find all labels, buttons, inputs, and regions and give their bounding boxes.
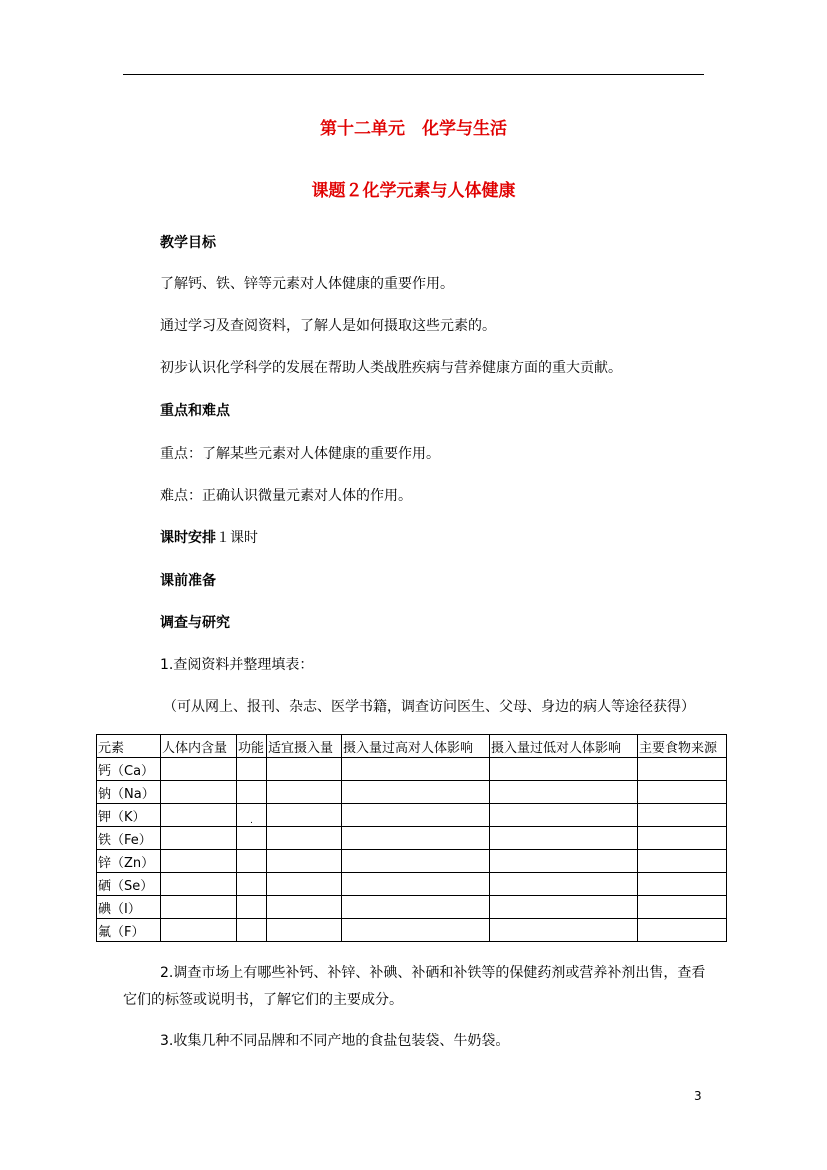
element-name-cell: 钙（Ca）: [97, 758, 161, 781]
table-header-cell: 人体内含量: [161, 735, 237, 758]
table-cell: [267, 850, 342, 873]
table-cell: [638, 827, 727, 850]
table-cell: [638, 781, 727, 804]
element-name-cell: 铁（Fe）: [97, 827, 161, 850]
table-cell: [237, 781, 267, 804]
table-cell: [490, 919, 638, 942]
table-cell: [237, 896, 267, 919]
table-cell: [161, 896, 237, 919]
objective-1: 了解钙、铁、锌等元素对人体健康的重要作用。: [160, 276, 454, 292]
table-cell: [267, 758, 342, 781]
step-1-note: （可从网上、报刊、杂志、医学书籍，调查访问医生、父母、身边的病人等途径获得）: [163, 699, 695, 715]
table-cell: [342, 850, 490, 873]
table-cell: [237, 873, 267, 896]
table-header-cell: 摄入量过高对人体影响: [342, 735, 490, 758]
table-cell: [161, 758, 237, 781]
table-cell: [237, 850, 267, 873]
table-cell: .: [237, 804, 267, 827]
table-cell: [342, 919, 490, 942]
table-cell: [342, 781, 490, 804]
table-cell: [638, 896, 727, 919]
table-header-cell: 适宜摄入量: [267, 735, 342, 758]
table-cell: [161, 781, 237, 804]
table-cell: [267, 804, 342, 827]
lesson-title: 课题２化学元素与人体健康: [311, 181, 516, 201]
research-heading: 调查与研究: [160, 615, 230, 631]
key-heading: 重点和难点: [160, 403, 230, 419]
table-cell: [161, 919, 237, 942]
table-cell: [237, 919, 267, 942]
table-row: [97, 827, 727, 850]
schedule-value: １课时: [216, 530, 258, 546]
key-point: 重点：了解某些元素对人体健康的重要作用。: [160, 446, 440, 462]
step-3: 3.收集几种不同品牌和不同产地的食盐包装袋、牛奶袋。: [160, 1033, 510, 1049]
table-cell: [237, 758, 267, 781]
schedule-heading: 课时安排: [160, 530, 216, 546]
table-cell: [638, 758, 727, 781]
table-cell: [161, 850, 237, 873]
difficult-point: 难点：正确认识微量元素对人体的作用。: [160, 488, 412, 504]
objective-2: 通过学习及查阅资料，了解人是如何摄取这些元素的。: [160, 318, 496, 334]
table-cell: [161, 873, 237, 896]
table-cell: [237, 827, 267, 850]
schedule-line: [160, 527, 258, 547]
table-row: [97, 804, 727, 827]
table-header-cell: 功能: [237, 735, 267, 758]
table-cell: [267, 873, 342, 896]
table-row: [97, 758, 727, 781]
unit-title: 第十二单元 化学与生活: [320, 119, 507, 139]
step-2: 2.调查市场上有哪些补钙、补锌、补碘、补硒和补铁等的保健药剂或营养补剂出售，查看它们的标签或说明书，了解它们的主要成分。: [123, 965, 706, 1008]
table-row: [97, 896, 727, 919]
header-rule: [123, 74, 704, 75]
table-cell: [342, 873, 490, 896]
table-cell: [342, 758, 490, 781]
table-header-cell: 摄入量过低对人体影响: [490, 735, 638, 758]
table-cell: [638, 873, 727, 896]
table-cell: [490, 804, 638, 827]
table-cell: [161, 827, 237, 850]
table-cell: [161, 804, 237, 827]
table-cell: [490, 827, 638, 850]
element-table: [96, 734, 727, 942]
table-cell: [490, 873, 638, 896]
table-cell: [342, 896, 490, 919]
table-header-cell: 元素: [97, 735, 161, 758]
objective-3: 初步认识化学科学的发展在帮助人类战胜疾病与营养健康方面的重大贡献。: [160, 360, 622, 376]
table-row: [97, 781, 727, 804]
table-cell: [490, 758, 638, 781]
table-cell: [490, 781, 638, 804]
element-name-cell: 氟（F）: [97, 919, 161, 942]
element-name-cell: 锌（Zn）: [97, 850, 161, 873]
prep-heading: 课前准备: [160, 573, 216, 589]
table-row: [97, 873, 727, 896]
table-header-row: [97, 735, 727, 758]
element-name-cell: 碘（I）: [97, 896, 161, 919]
table-row: [97, 919, 727, 942]
table-cell: [638, 804, 727, 827]
table-cell: [267, 827, 342, 850]
table-cell: [342, 827, 490, 850]
table-cell: [638, 850, 727, 873]
objectives-heading: 教学目标: [160, 235, 216, 251]
table-cell: [267, 781, 342, 804]
table-cell: [490, 896, 638, 919]
page-number: 3: [694, 1089, 702, 1103]
element-name-cell: 钾（K）: [97, 804, 161, 827]
table-cell: [267, 919, 342, 942]
element-name-cell: 硒（Se）: [97, 873, 161, 896]
table-cell: [267, 896, 342, 919]
table-header-cell: 主要食物来源: [638, 735, 727, 758]
step-1: 1.查阅资料并整理填表：: [160, 657, 314, 673]
table-cell: [342, 804, 490, 827]
table-row: [97, 850, 727, 873]
element-name-cell: 钠（Na）: [97, 781, 161, 804]
table-cell: [490, 850, 638, 873]
table-cell: [638, 919, 727, 942]
